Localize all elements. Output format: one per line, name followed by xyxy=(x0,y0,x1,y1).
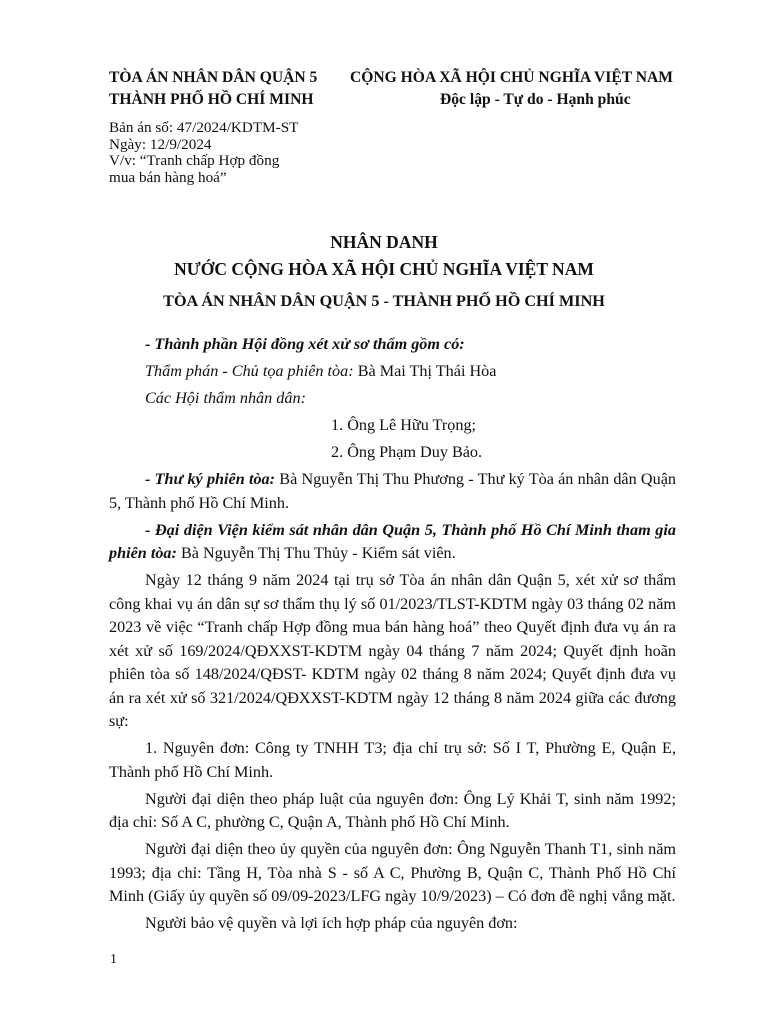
case-subject-line2: mua bán hàng hoá” xyxy=(109,168,227,186)
trial-paragraph: Ngày 12 tháng 9 năm 2024 tại trụ sở Tòa án nhân dân Quận 5, xét xử sơ thẩm công khai vụ án dân sự sơ thẩm thụ lý số 01/2023/TLST-KDTM ngày 03 tháng 02 năm 2023 về việc “Tranh chấp Hợp đồng mua bán hàng hoá” theo Quyết định đưa vụ án ra xét xử số 169/2024/QĐXXST-KDTM ngày 04 tháng 7 năm 2024; Quyết định hoãn phiên tòa số 148/2024/QĐST- KDTM ngày 02 tháng 8 năm 2024; Quyết định đưa vụ án ra xét xử số 321/2024/QĐXXST-KDTM ngày 12 tháng 8 năm 2024 giữa các đương sự: xyxy=(109,571,676,730)
title-court: TÒA ÁN NHÂN DÂN QUẬN 5 - THÀNH PHỐ HỒ CHÍ MINH xyxy=(163,292,605,310)
case-number: Bản án số: 47/2024/KDTM-ST xyxy=(109,119,299,136)
presiding-judge xyxy=(109,360,676,384)
assessors-label: Các Hội thẩm nhân dân: xyxy=(145,389,306,407)
nation-motto: Độc lập - Tự do - Hạnh phúc xyxy=(440,91,631,108)
judge-value: Bà Mai Thị Thái Hòa xyxy=(353,362,497,380)
clerk-label: - Thư ký phiên tòa: xyxy=(145,470,276,488)
procuracy-label: - Đại diện Viện kiểm sát nhân dân Quận 5, Thành phố Hồ Chí Minh tham gia phiên tòa: xyxy=(109,520,676,562)
clerk-value: Bà Nguyễn Thị Thu Phương - Thư ký Tòa án nhân dân Quận 5, Thành phố Hồ Chí Minh. xyxy=(109,470,676,512)
case-meta xyxy=(109,120,298,186)
defender-paragraph: Người bảo vệ quyền và lợi ích hợp pháp của nguyên đơn: xyxy=(145,914,518,932)
title-nation: NƯỚC CỘNG HÒA XÃ HỘI CHỦ NGHĨA VIỆT NAM xyxy=(174,259,594,279)
procuracy-value: Bà Nguyễn Thị Thu Thủy - Kiểm sát viên. xyxy=(176,544,456,562)
court-clerk xyxy=(109,468,676,515)
procuracy-representative xyxy=(109,519,676,566)
case-date: Ngày: 12/9/2024 xyxy=(109,135,212,153)
legal-representative-paragraph: Người đại diện theo pháp luật của nguyên đơn: Ông Lý Khải T, sinh năm 1992; địa chỉ: Số A C, phường C, Quận A, Thành phố Hồ Chí Minh. xyxy=(109,789,676,831)
panel-heading: - Thành phần Hội đồng xét xử sơ thẩm gồm có: xyxy=(145,335,465,353)
national-header xyxy=(350,67,673,111)
authorized-representative-paragraph: Người đại diện theo ủy quyền của nguyên đơn: Ông Nguyễn Thanh T1, sinh năm 1993; địa chỉ: Tầng H, Tòa nhà S - số A C, Phường B, Quận C, Thành Phố Hồ Chí Minh (Giấy ủy quyền số 09/09-2023/LFG ngày 10/9/2023) – Có đơn đề nghị vắng mặt. xyxy=(109,840,676,905)
assessor-item: 1. Ông Lê Hữu Trọng; xyxy=(331,416,477,434)
court-name-line1: TÒA ÁN NHÂN DÂN QUẬN 5 xyxy=(109,69,318,86)
plaintiff-paragraph: 1. Nguyên đơn: Công ty TNHH T3; địa chỉ trụ sở: Số I T, Phường E, Quận E, Thành phố Hồ Chí Minh. xyxy=(109,739,676,781)
court-header xyxy=(109,67,317,111)
assessor-item: 2. Ông Phạm Duy Bảo. xyxy=(331,443,483,461)
judge-label: Thẩm phán - Chủ tọa phiên tòa: xyxy=(145,362,354,380)
case-subject-line1: V/v: “Tranh chấp Hợp đồng xyxy=(109,152,280,169)
judgment-body xyxy=(109,333,676,939)
court-name-line2: THÀNH PHỐ HỒ CHÍ MINH xyxy=(109,91,314,108)
title-in-the-name: NHÂN DANH xyxy=(330,232,438,252)
nation-title: CỘNG HÒA XÃ HỘI CHỦ NGHĨA VIỆT NAM xyxy=(350,69,674,86)
page-number: 1 xyxy=(110,952,117,967)
